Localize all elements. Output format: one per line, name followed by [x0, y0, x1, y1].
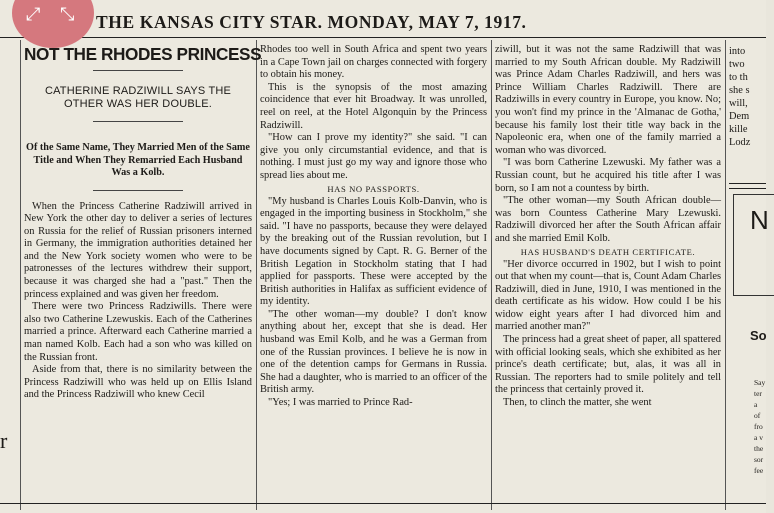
paragraph: "How can I prove my identity?" she said. "I can give you only circumstantial evidence, and that is nothing. I must just go my way and ignore those who spread lies about me.	[260, 132, 487, 181]
edge-line: will,	[729, 98, 748, 109]
headline: NOT THE RHODES PRINCESS	[24, 44, 262, 64]
paragraph: "The other woman—my South African double—was born Countess Catherine Mary Lzewuski. Radziwill divorced her after the South African affair and she married Emil Kolb.	[495, 195, 721, 244]
paragraph: "The other woman—my double? I don't know anything about her, except that she is dead. Her husband was Emil Kolb, and he was a German from one of the Russian provinces. I believe he is now in one of the detention camps for Germans in Russia. She had a daughter, who is married to an officer of the British army.	[260, 308, 487, 396]
deck-rule	[93, 121, 183, 122]
subdeck: Of the Same Name, They Married Men of the Same Title and When They Remarried Each Husband Was a Kolb.	[26, 142, 250, 178]
arrows-in-icon: ⤡	[60, 4, 75, 25]
edge-line: Lodz	[729, 137, 751, 148]
article-column-1	[24, 44, 262, 402]
tiny-line: Say	[754, 378, 766, 387]
tiny-line: fee	[754, 466, 764, 475]
column-rule-2	[491, 40, 492, 510]
subdeck-rule	[93, 190, 183, 191]
masthead: THE KANSAS CITY STAR. MONDAY, MAY 7, 1917.	[96, 12, 527, 32]
edge-rule	[729, 188, 766, 189]
paragraph: This is the synopsis of the most amazing coincidence that ever hit Broadway. It was unrolled, reel on reel, at the Hotel Algonquin by the Princess Radziwill.	[260, 81, 487, 131]
paragraph: "I was born Catherine Lzewuski. My father was a Russian count, but he acquired his title after I was born, so I am not a countess by birth.	[495, 157, 721, 194]
edge-line: she s	[729, 85, 750, 96]
overlay-button[interactable]	[12, 0, 94, 48]
article-column-3	[495, 44, 721, 410]
edge-line: kille	[729, 124, 748, 135]
paragraph: "Her divorce occurred in 1902, but I wish to point out that when my count—that is, Count Adam Charles Radziwill, died in June, 1910, I was mentioned in the death certificate as his widow. How could I be his widow eight years after I had divorced him and married another man?"	[495, 258, 721, 333]
left-edge-letter: r	[0, 428, 8, 453]
subhead: HAS HUSBAND'S DEATH CERTIFICATE.	[520, 246, 696, 257]
deck: CATHERINE RADZIWILL SAYS THE OTHER WAS HER DOUBLE.	[44, 85, 232, 110]
edge-line: Dem	[729, 111, 750, 122]
paragraph: Rhodes too well in South Africa and spent two years in a Cape Town jail on charges connected with forgery to obtain his money.	[260, 44, 487, 81]
tiny-line: of	[754, 411, 761, 420]
edge-line: two	[729, 59, 745, 70]
edge-line: into	[729, 46, 746, 57]
tiny-line: fro	[754, 422, 763, 431]
column-rule-1	[256, 40, 257, 510]
paragraph: When the Princess Catherine Radziwill arrived in New York the other day to deliver a series of lectures on Russia for the relief of Russian prisoners interned in Germany, the immigration authorities detained her and the New York society women who were to be patronesses of the lectures withdrew their support, because it was charged she had a "past." Then the princess explained and was given her freedom.	[24, 200, 252, 300]
column-rule-left	[20, 40, 21, 510]
column-rule-3	[725, 40, 726, 510]
box-letter: N	[750, 205, 769, 235]
edge-rule	[729, 183, 766, 184]
tiny-line: ter	[754, 389, 762, 398]
masthead-rule	[0, 37, 766, 38]
tiny-line: sor	[754, 455, 764, 464]
paragraph: Then, to clinch the matter, she went	[503, 397, 652, 409]
tiny-line: a v	[754, 433, 763, 442]
tiny-line: the	[754, 444, 764, 453]
edge-heading: So	[750, 328, 767, 343]
subhead: HAS NO PASSPORTS.	[327, 183, 420, 194]
paragraph: "My husband is Charles Louis Kolb-Danvin, who is engaged in the importing business in Stockholm," she said. "I have no passports, because they were delayed by the breaking out of the Russian revolution, but I have documents signed by Capt. R. G. Berner of the British Legation in Stockholm stating that I had applied for passports. These were accepted by the British authorities in Halifax as sufficient evidence of my identity.	[260, 195, 487, 308]
article-column-2	[260, 44, 487, 410]
paragraph: The princess had a great sheet of paper, all spattered with official looking seals, which she exhibited as her prince's death certificate; but, alas, it was all in Russian. The reporters had to smile politely and tell the princess that certainly proved it.	[495, 334, 721, 396]
arrows-out-icon: ⤢	[26, 4, 41, 25]
paragraph: Aside from that, there is no similarity between the Princess Radziwill who was held up on Ellis Island and the Princess Radziwill who knew Cecil	[24, 364, 252, 401]
headline-rule	[93, 70, 183, 71]
bottom-rule	[0, 503, 766, 504]
paragraph: ziwill, but it was not the same Radziwill that was married to my South African double. My Radziwill was Prince Adam Charles Radziwill, and hers was Prince William Charles Radziwill. There are Radziwills in every country in Europe, you know. No; you won't find my prince in the 'Almanac de Gotha,' because his family lost their title way back in the Napoleonic era, when one of the family married a woman who was divorced.	[495, 44, 721, 156]
edge-line: to th	[729, 72, 748, 83]
paragraph: "Yes; I was married to Prince Rad-	[268, 397, 413, 409]
tiny-line: a	[754, 400, 758, 409]
paragraph: There were two Princess Radziwills. There were also two Catherine Lzewuskis. Each of the Catherines married a prince. Afterward each Catherine married a man named Kolb. Each had a son who was killed on the Russian front.	[24, 301, 252, 363]
